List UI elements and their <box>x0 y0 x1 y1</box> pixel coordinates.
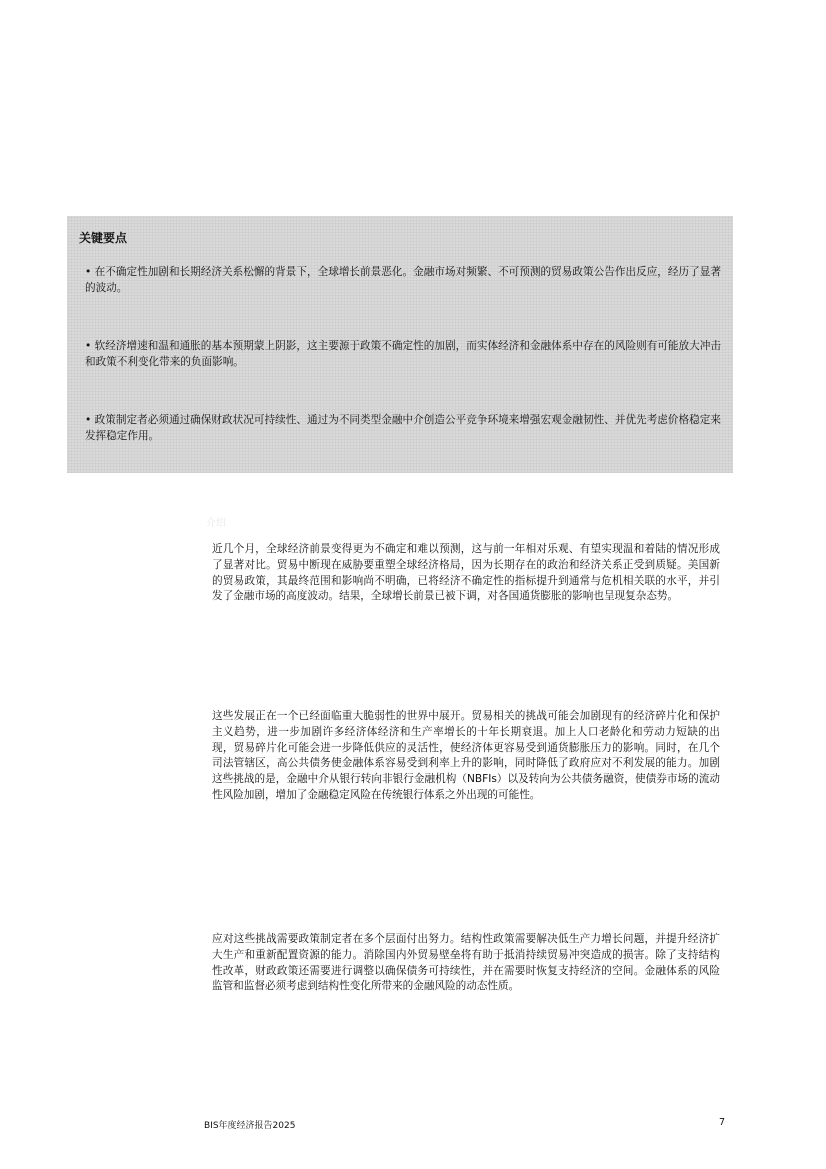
key-point: • 在不确定性加剧和长期经济关系松懈的背景下，全球增长前景恶化。金融市场对频繁、不可预测的贸易政策公告作出反应，经历了显著的波动。 <box>85 266 721 294</box>
section-heading-faint: 介绍 <box>206 518 226 529</box>
key-takeaways-title: 关键要点 <box>79 231 128 245</box>
key-point: • 软经济增速和温和通胀的基本预期蒙上阴影，这主要源于政策不确定性的加剧，而实体经济和金融体系中存在的风险则有可能放大冲击和政策不利变化带来的负面影响。 <box>85 340 721 368</box>
key-takeaways-box <box>67 216 733 473</box>
body-paragraph: 应对这些挑战需要政策制定者在多个层面付出努力。结构性政策需要解决低生产力增长问题，并提升经济扩大生产和重新配置资源的能力。消除国内外贸易壁垒将有助于抵消持续贸易冲突造成的损害。除了支持结构性改革，财政政策还需要进行调整以确保债务可持续性，并在需要时恢复支持经济的空间。金融体系的风险监管和监督必须考虑到结构性变化所带来的金融风险的动态性质。 <box>212 933 720 993</box>
footer-report-title: BIS年度经济报告2025 <box>204 1121 296 1131</box>
body-paragraph: 这些发展正在一个已经面临重大脆弱性的世界中展开。贸易相关的挑战可能会加剧现有的经济碎片化和保护主义趋势，进一步加剧许多经济体经济和生产率增长的十年长期衰退。加上人口老龄化和劳动力短缺的出现，贸易碎片化可能会进一步降低供应的灵活性，使经济体更容易受到通货膨胀压力的影响。同时，在几个司法管辖区，高公共债务使金融体系容易受到利率上升的影响，同时降低了政府应对不利发展的能力。加剧这些挑战的是，金融中介从银行转向非银行金融机构（NBFIs）以及转向为公共债务融资，使债券市场的流动性风险加剧，增加了金融稳定风险在传统银行体系之外出现的可能性。 <box>212 710 720 801</box>
body-paragraph: 近几个月，全球经济前景变得更为不确定和难以预测，这与前一年相对乐观、有望实现温和着陆的情况形成了显著对比。贸易中断现在威胁要重塑全球经济格局，因为长期存在的政治和经济关系正受到质疑。美国新的贸易政策，其最终范围和影响尚不明确，已将经济不确定性的指标提升到通常与危机相关联的水平，并引发了金融市场的高度波动。结果，全球增长前景已被下调，对各国通货膨胀的影响也呈现复杂态势。 <box>212 543 720 603</box>
key-point: • 政策制定者必须通过确保财政状况可持续性、通过为不同类型金融中介创造公平竞争环境来增强宏观金融韧性、并优先考虑价格稳定来发挥稳定作用。 <box>85 414 721 442</box>
footer-page-number: 7 <box>718 1117 725 1128</box>
